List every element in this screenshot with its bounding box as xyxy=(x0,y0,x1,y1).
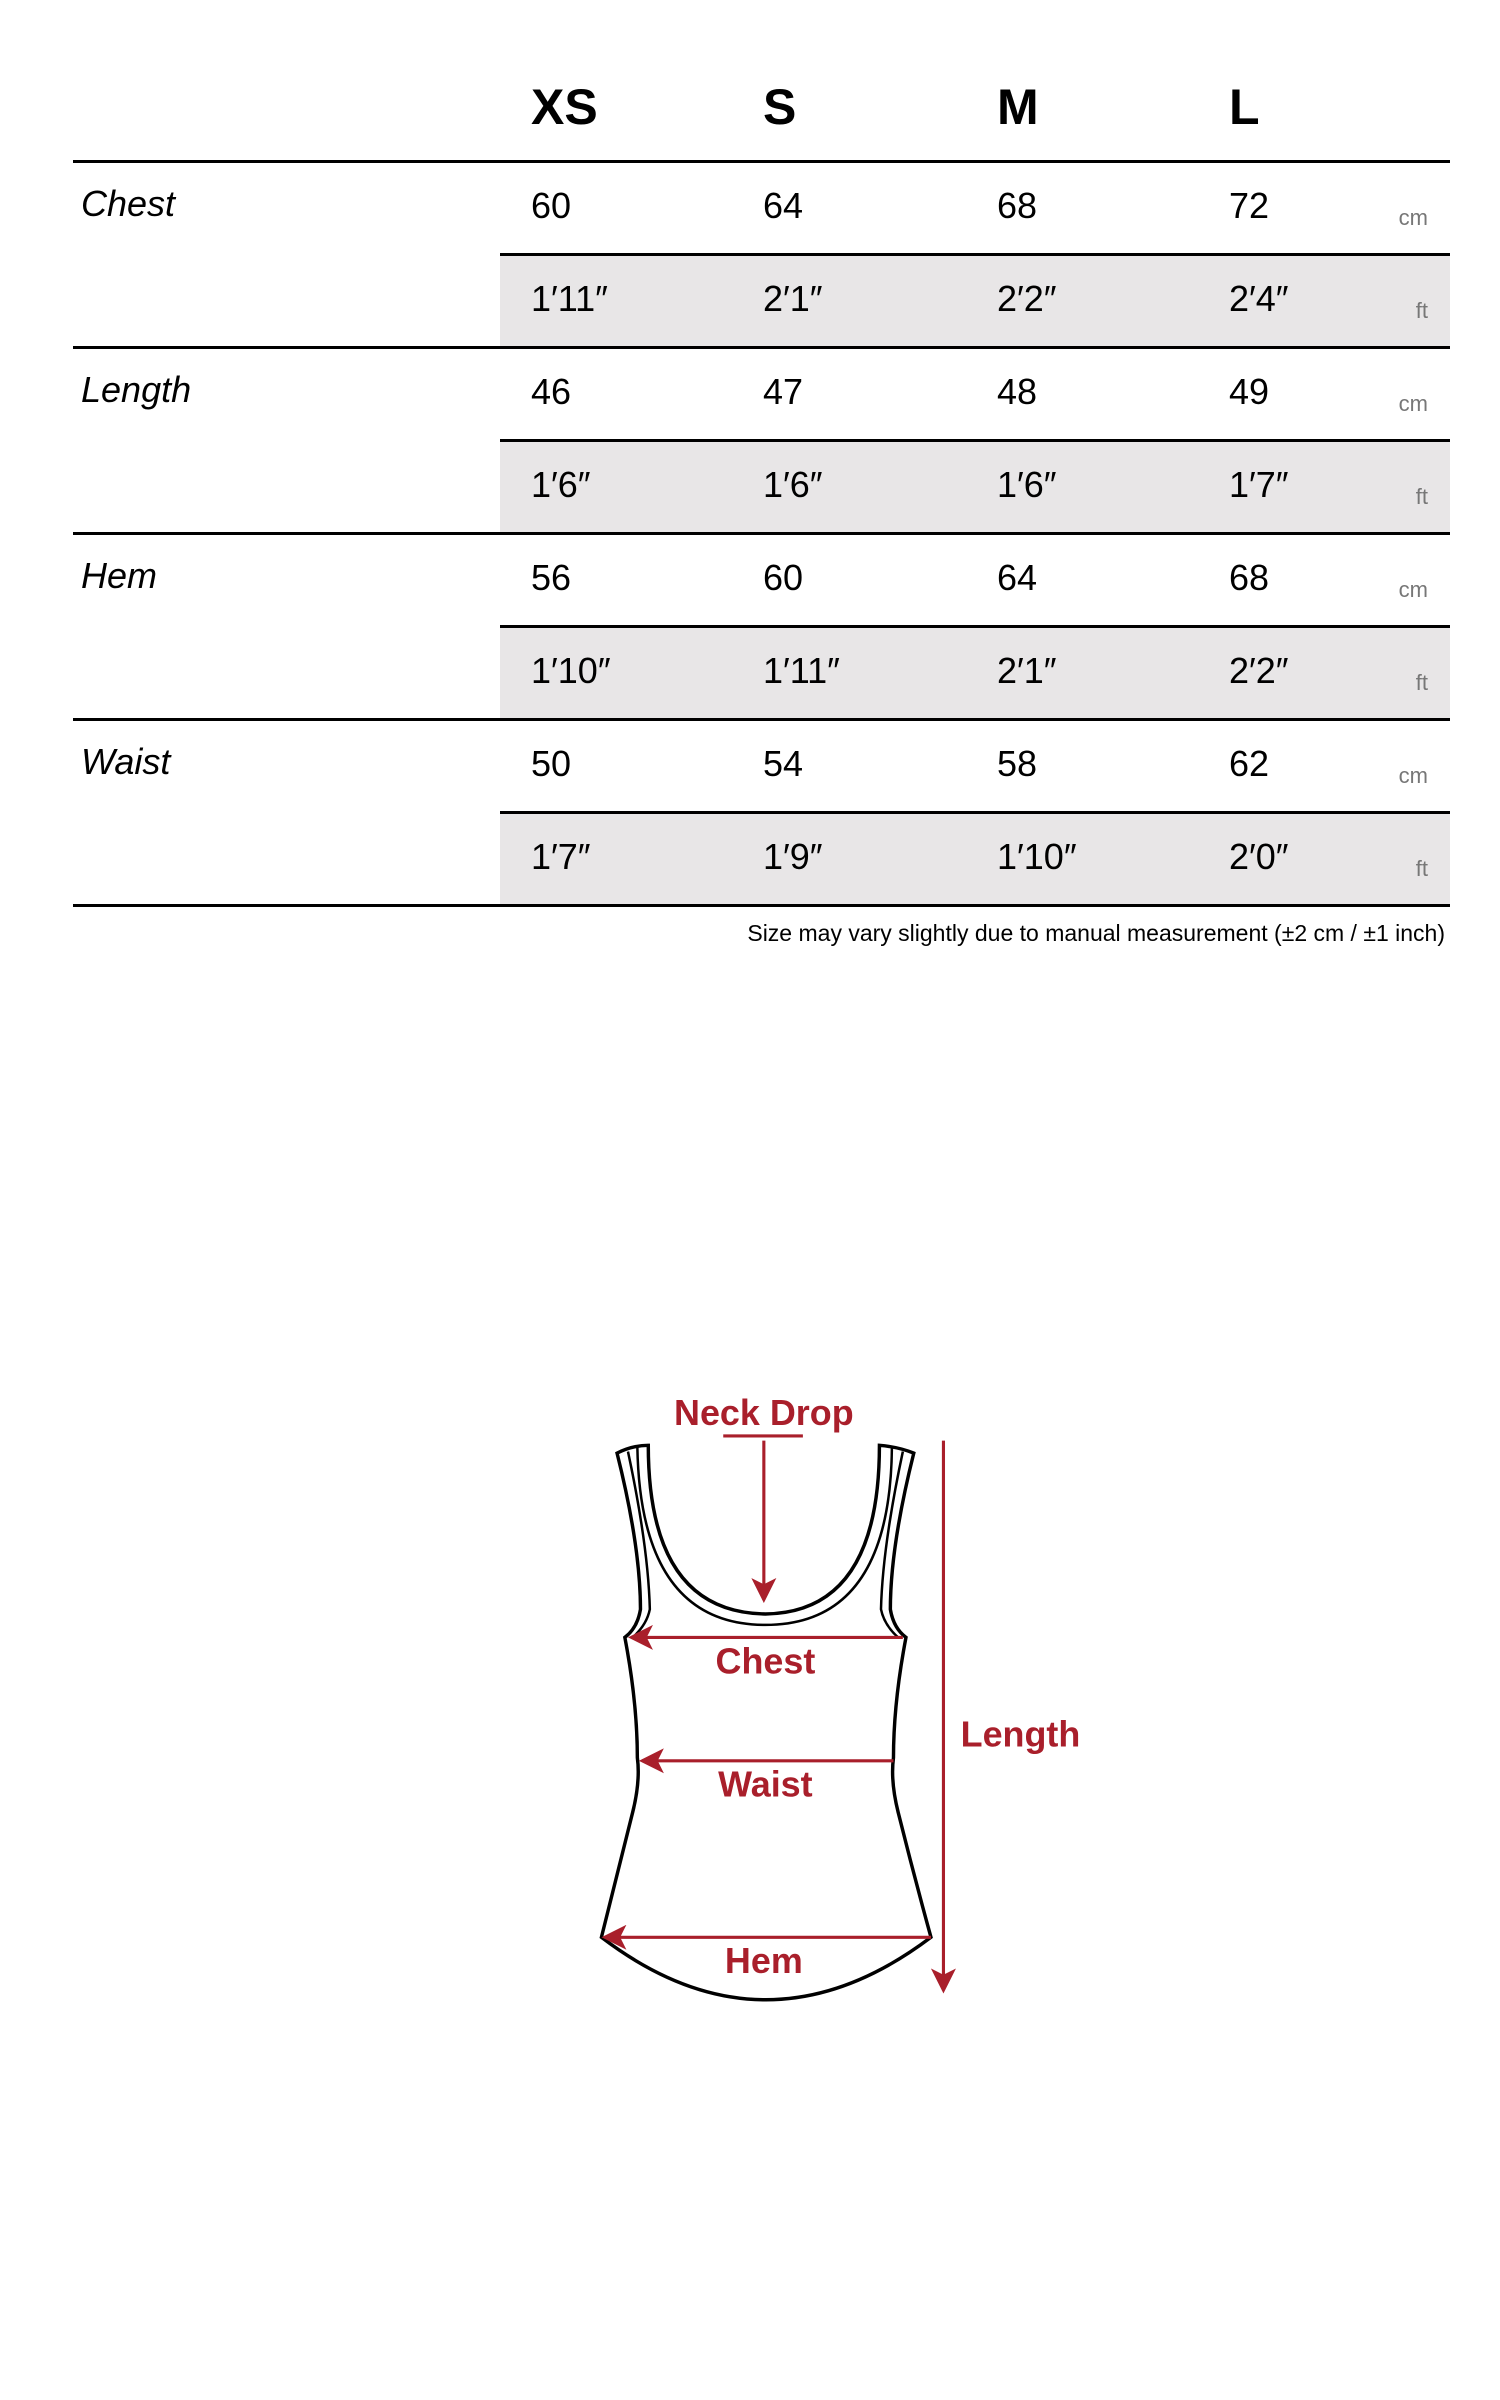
neck-drop-label: Neck Drop xyxy=(674,1392,854,1434)
measurement-label: Hem xyxy=(81,555,158,596)
ft-value: 1′11″ xyxy=(763,650,840,691)
cm-row xyxy=(73,721,1450,811)
measurement-label: Chest xyxy=(81,183,176,224)
ft-value: 2′0″ xyxy=(1229,836,1289,877)
cm-value: 60 xyxy=(531,185,572,226)
ft-value: 1′10″ xyxy=(531,650,611,691)
ft-value: 2′4″ xyxy=(1229,278,1289,319)
measurement-block-length xyxy=(73,349,1450,535)
size-m: M xyxy=(997,79,1039,135)
ft-row xyxy=(500,811,1450,904)
cm-value: 58 xyxy=(997,743,1038,784)
cm-value: 56 xyxy=(531,557,572,598)
ft-value: 1′10″ xyxy=(997,836,1077,877)
cm-value: 72 xyxy=(1229,185,1270,226)
ft-value: 2′2″ xyxy=(997,278,1057,319)
waist-label: Waist xyxy=(718,1763,813,1805)
ft-value: 1′11″ xyxy=(531,278,608,319)
unit-cm: cm xyxy=(1398,577,1428,602)
length-label: Length xyxy=(960,1713,1081,1755)
cm-value: 47 xyxy=(763,371,804,412)
size-l: L xyxy=(1229,79,1260,135)
cm-value: 60 xyxy=(763,557,804,598)
cm-row xyxy=(73,535,1450,625)
unit-cm: cm xyxy=(1398,763,1428,788)
unit-cm: cm xyxy=(1398,205,1428,230)
size-chart-table xyxy=(73,0,1450,907)
measurement-block-hem xyxy=(73,535,1450,721)
cm-value: 54 xyxy=(763,743,804,784)
ft-value: 1′6″ xyxy=(531,464,591,505)
ft-value: 1′7″ xyxy=(531,836,591,877)
unit-ft: ft xyxy=(1415,484,1428,509)
unit-ft: ft xyxy=(1415,298,1428,323)
cm-value: 68 xyxy=(997,185,1038,226)
measurement-note: Size may vary slightly due to manual measurement (±2 cm / ±1 inch) xyxy=(747,920,1445,946)
measurement-label: Length xyxy=(81,369,192,410)
size-xs: XS xyxy=(531,79,598,135)
measurement-label: Waist xyxy=(81,741,171,782)
ft-row xyxy=(500,625,1450,718)
cm-value: 64 xyxy=(997,557,1038,598)
cm-row xyxy=(73,349,1450,439)
ft-value: 2′1″ xyxy=(997,650,1057,691)
tank-top-outline xyxy=(601,1445,931,1999)
ft-value: 1′6″ xyxy=(997,464,1057,505)
unit-ft: ft xyxy=(1415,856,1428,881)
ft-value: 1′7″ xyxy=(1229,464,1289,505)
cm-value: 62 xyxy=(1229,743,1270,784)
chest-label: Chest xyxy=(715,1640,816,1682)
ft-row xyxy=(500,439,1450,532)
tank-top-diagram xyxy=(578,1375,1109,2031)
ft-value: 2′1″ xyxy=(763,278,823,319)
ft-value: 1′6″ xyxy=(763,464,823,505)
cm-row xyxy=(73,163,1450,253)
size-header-row xyxy=(73,0,1450,163)
cm-value: 48 xyxy=(997,371,1038,412)
hem-label: Hem xyxy=(724,1940,803,1982)
cm-value: 46 xyxy=(531,371,572,412)
cm-value: 50 xyxy=(531,743,572,784)
cm-value: 64 xyxy=(763,185,804,226)
measurement-block-waist xyxy=(73,721,1450,907)
unit-cm: cm xyxy=(1398,391,1428,416)
ft-row xyxy=(500,253,1450,346)
cm-value: 49 xyxy=(1229,371,1270,412)
ft-value: 2′2″ xyxy=(1229,650,1289,691)
cm-value: 68 xyxy=(1229,557,1270,598)
ft-value: 1′9″ xyxy=(763,836,823,877)
size-s: S xyxy=(763,79,797,135)
unit-ft: ft xyxy=(1415,670,1428,695)
measurement-block-chest xyxy=(73,163,1450,349)
